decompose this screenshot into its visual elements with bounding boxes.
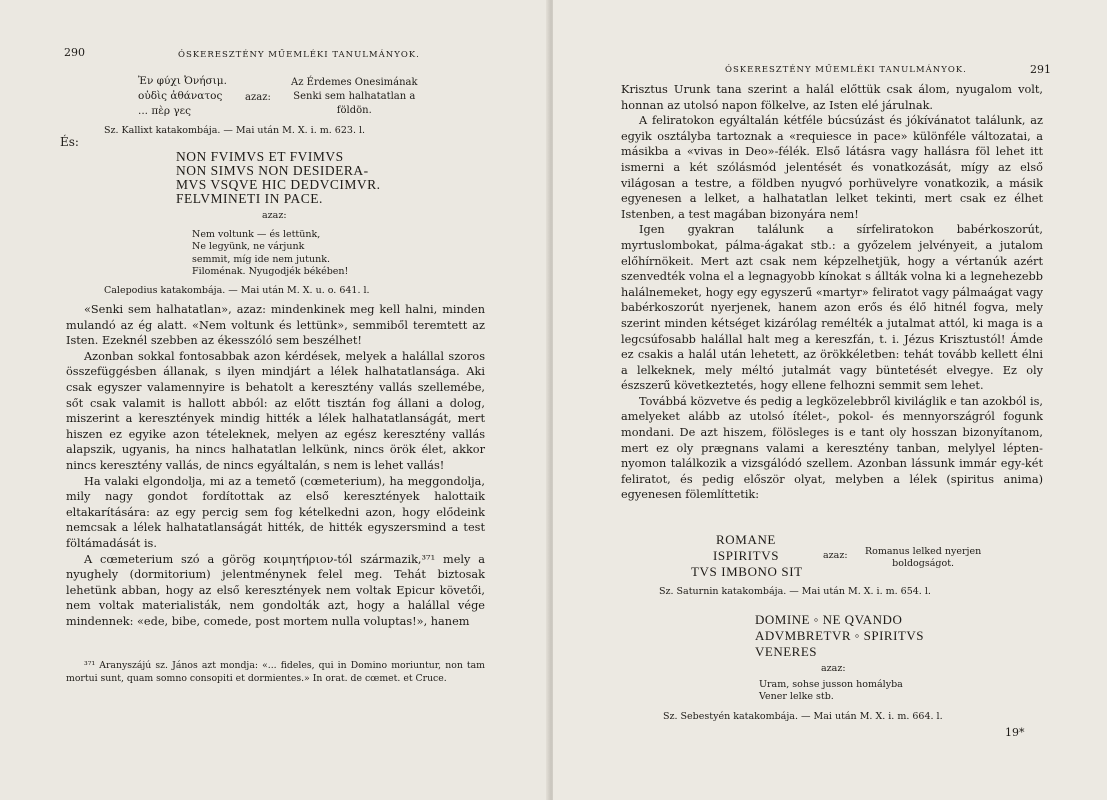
paragraph: Azonban sokkal fontosabbak azon kérdések, melyek a halállal szoros összefüggésben állanak, s ilyen mindjárt a lélek halhatatlansága. Aki csak egyszer valamennyire is behatolt a keresztény vallás szellemébe, sőt csak valamit is hallott abból: az előtt tisztán fog állani a dolog, miszerint a keresztények mindig hitték a lélek halhatatlanságát, mert hiszen ez egyike azon tételeknek, melyen az egész keresztény vallás alapszik, ugyanis, ha nincs halhatatlan lelkünk, nincs örök élet, akkor nincs keresztény vallás, de nincs egyáltalán, s nem is lehet vallás!	[66, 349, 485, 472]
inscription-caption: Sz. Saturnin katakombája. — Mai után M. X. i. m. 654. l.	[659, 586, 931, 597]
inscription-caption: Sz. Sebestyén katakombája. — Mai után M. X. i. m. 664. l.	[663, 711, 943, 722]
latin-line: TVS IMBONO SIT	[691, 564, 803, 579]
page-number-right: 291	[1030, 63, 1051, 76]
translation-line: semmit, míg ide nem jutunk.	[192, 253, 330, 265]
greek-line: ... πὲρ γες	[138, 105, 191, 117]
latin-line: ADVMBRETVR ◦ SPIRITVS	[755, 628, 924, 643]
footnote-text: ³⁷¹ Aranyszájú sz. János azt mondja: «... fideles, qui in Domino moriuntur, non tam mortui sunt, quam somno consopiti et dormientes.» In orat. de cœmet. et Cruce.	[66, 660, 485, 684]
azaz-label: azaz:	[245, 92, 271, 103]
latin-inscription	[755, 612, 924, 660]
greek-translation	[291, 76, 418, 118]
body-text-right	[621, 82, 1043, 503]
signature-mark: 19*	[1005, 726, 1025, 739]
page-number-left: 290	[64, 46, 85, 59]
paragraph: A feliratokon egyáltalán kétféle búcsúzást és jókívánatot találunk, az egyik osztályba tartoznak a «requiesce in pace» különféle változatai, a másikba a «vivas in Deo»-félék. Első látásra vagy hallásra föl lehet itt ismerni a két szólásmód jelentését és vonatkozását, mígy az első világosan a testre, a földben nyugvó porhüvelyre vonatkozik, a másik egyenesen a lelket, a halhatatlan lelket tekinti, mert csak ez élhet Istenben, a test magában bizonyára nem!	[621, 114, 1043, 221]
translation-line: Filoménak. Nyugodjék békében!	[192, 266, 349, 278]
latin-line: DOMINE ◦ NE QVANDO	[755, 612, 903, 627]
translation-line: földön.	[336, 105, 372, 116]
running-head-left: ÓSKERESZTÉNY MŰEMLÉKI TANULMÁNYOK.	[178, 50, 420, 60]
paragraph: Igen gyakran találunk a sírfeliratokon babérkoszorút, myrtuslombokat, pálma-ágakat stb.: a győzelem jelvényeit, a jutalom előhírnökeit. Mert azt csak nem képzelhetjük, hogy a vértanúk azért szenvedték volna el a legnagyobb kínokat s állták volna ki a legnehezebb halálnemeket, hogy egy egyszerű «martyr» feliratot vagy pálmaágat vagy babérkoszorút nyerjenek, hanem azon erős és élő hitnél fogva, mely szerint minden kétséget kizárólag remélték a jutalmat attól, ki maga is a legcsúfosabb halállal halt meg a kereszfán, t. i. Jézus Krisztustól! Ámde ez csakis a halál után lehetett, az örökkéletben: tehát tovább kellett élni a lelkeknek, mely méltó jutalmát vagy büntetését elvegye. Ez oly észszerű következtetés, hogy ellene felhozni semmit sem lehet.	[621, 223, 1043, 393]
right-page	[553, 0, 1107, 800]
footnote	[66, 660, 485, 685]
translation-line: Nem voltunk — és lettünk,	[192, 229, 321, 240]
translation-line: Vener lelke stb.	[759, 691, 834, 703]
latin-line: MVS VSQVE HIC DEDVCIMVR.	[176, 177, 381, 192]
left-page	[0, 0, 550, 800]
paragraph: Krisztus Urunk tana szerint a halál előttük csak álom, nyugalom volt, honnan az utolsó napon fölkelve, az Isten elé járulnak.	[621, 83, 1043, 112]
latin-line: NON FVIMVS ET FVIMVS	[176, 149, 344, 164]
paragraph: Továbbá közvetve és pedig a legközelebbről kiviláglik e tan azokból is, amelyeket alább az utolsó ítélet-, pokol- és mennyországról fogunk mondani. De azt hiszem, fölösleges is e tant oly hosszan bizonyítanom, mert ez oly prægnans valami a keresztény tanban, melylyel lépten-nyomon találkozik a vizsgálódó szellem. Azonban lássunk immár egy-két feliratot, és pedig először olyat, melyben a lélek (spiritus anima) egyenesen fölemlíttetik:	[621, 394, 1043, 502]
translation-line: Az Érdemes Onesimának	[291, 77, 418, 88]
latin-line: ISPIRITVS	[712, 548, 780, 563]
greek-line: οὐδὶς ἀθάνατος	[138, 90, 223, 102]
latin-inscription	[691, 532, 801, 580]
latin-translation	[192, 229, 348, 279]
paragraph: Ha valaki elgondolja, mi az a temető (cœmeterium), ha meggondolja, mily nagy gondot fordítottak az első keresztények halottaik eltakarítására: az egy percig sem fog kételkedni azon, hogy elődeink nemcsak a lélek halhatatlanságát hitték, de hitték egyszersmind a test föltámadását is.	[66, 474, 485, 550]
latin-translation	[865, 546, 981, 571]
inscription-caption: Sz. Kallixt katakombája. — Mai után M. X. i. m. 623. l.	[104, 125, 366, 136]
running-head-right: ÓSKERESZTÉNY MŰEMLÉKI TANULMÁNYOK.	[725, 65, 967, 75]
translation-line: Senki sem halhatatlan a	[293, 91, 416, 102]
translation-line: boldogságot.	[892, 558, 955, 570]
greek-line: Ἐν φύχι Ὀνήσιμ.	[138, 75, 227, 87]
latin-inscription	[176, 150, 381, 206]
translation-line: Uram, sohse jusson homályba	[759, 679, 903, 690]
greek-inscription	[138, 74, 227, 119]
azaz-label: azaz:	[823, 550, 848, 561]
latin-line: NON SIMVS NON DESIDERA-	[176, 163, 369, 178]
latin-translation	[759, 679, 903, 704]
inscription-caption: Calepodius katakombája. — Mai után M. X. u. o. 641. l.	[104, 285, 370, 296]
paragraph: «Senki sem halhatatlan», azaz: mindenkinek meg kell halni, minden mulandó az ég alatt. «Nem voltunk és lettünk», semmiből teremtett az Isten. Ezeknél szebben az ékesszóló sem beszélhet!	[66, 303, 485, 348]
body-text-left	[66, 302, 485, 629]
translation-line: Ne legyünk, ne várjunk	[192, 241, 305, 253]
paragraph: A cœmeterium szó a görög κοιμητήριον-tól származik,³⁷¹ mely a nyughely (dormitorium) jelentménynek felel meg. Tehát biztosak lehetünk abban, hogy az első keresztények nem voltak Epicur követői, nem voltak materialisták, nem gondolták azt, hogy a halállal vége mindennek: «ede, bibe, comede, post mortem nulla voluptas!», hanem	[66, 552, 485, 628]
latin-line: ROMANE	[716, 532, 776, 547]
es-label: És:	[60, 135, 79, 149]
latin-line: VENERES	[755, 644, 817, 659]
footnote-divider	[66, 656, 485, 657]
latin-line: FELVMINETI IN PACE.	[176, 191, 323, 206]
azaz-label: azaz:	[821, 663, 846, 674]
azaz-label: azaz:	[262, 210, 287, 221]
translation-line: Romanus lelked nyerjen	[865, 546, 982, 557]
